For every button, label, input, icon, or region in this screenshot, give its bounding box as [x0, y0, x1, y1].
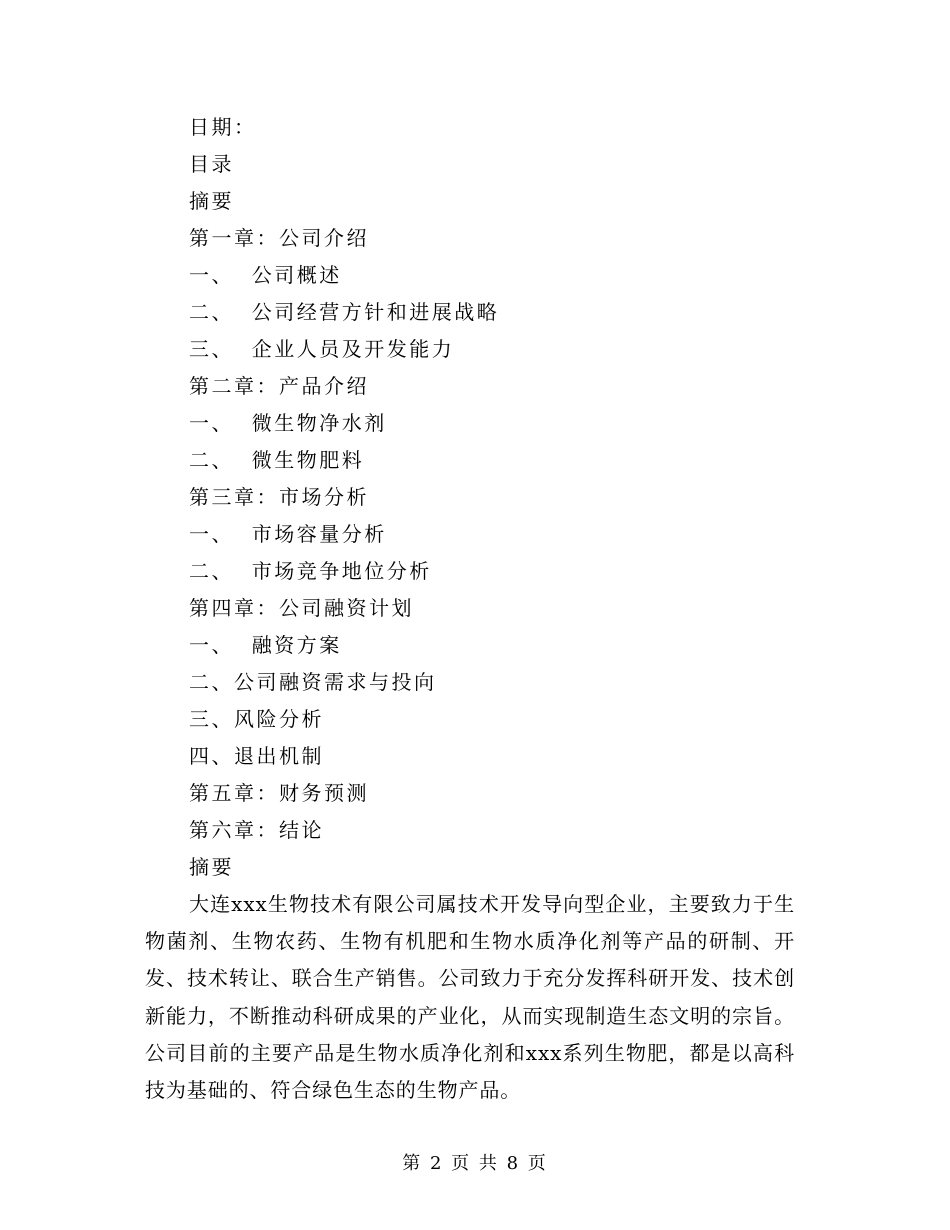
- toc-item: 二、 市场竞争地位分析: [189, 559, 432, 583]
- toc-item: 二、公司融资需求与投向: [189, 670, 437, 694]
- toc-item: 三、 企业人员及开发能力: [189, 337, 455, 361]
- toc-item: 一、 融资方案: [189, 633, 342, 657]
- toc-item: 一、 市场容量分析: [189, 522, 387, 546]
- toc-item: 第二章：产品介绍: [189, 374, 369, 398]
- toc-item: 四、退出机制: [189, 744, 324, 768]
- toc-item: 目录: [189, 152, 234, 176]
- date-label: 日期：: [189, 115, 257, 139]
- toc-item: 第五章：财务预测: [189, 781, 369, 805]
- toc-item: 二、 微生物肥料: [189, 448, 365, 472]
- toc-item: 第一章：公司介绍: [189, 226, 369, 250]
- toc-item: 一、 微生物净水剂: [189, 411, 387, 435]
- toc-item: 二、 公司经营方针和进展战略: [189, 300, 500, 324]
- toc-item: 摘要: [189, 189, 234, 213]
- abstract-paragraph: 大连xxx生物技术有限公司属技术开发导向型企业，主要致力于生物菌剂、生物农药、生物有机肥和生物水质净化剂等产品的研制、开发、技术转让、联合生产销售。公司致力于充分发挥科研开发、技术创新能力，不断推动科研成果的产业化，从而实现制造生态文明的宗旨。公司目前的主要产品是生物水质净化剂和xxx系列生物肥，都是以高科技为基础的、符合绿色生态的生物产品。: [145, 892, 795, 1103]
- toc-item: 第六章：结论: [189, 818, 324, 842]
- toc-item: 第三章：市场分析: [189, 485, 369, 509]
- toc-item: 第四章：公司融资计划: [189, 596, 414, 620]
- abstract-heading: 摘要: [189, 855, 234, 879]
- toc-item: 一、 公司概述: [189, 263, 342, 287]
- toc-item: 三、风险分析: [189, 707, 324, 731]
- page-number-footer: 第 2 页 共 8 页: [402, 1153, 548, 1174]
- table-of-contents: [189, 109, 499, 849]
